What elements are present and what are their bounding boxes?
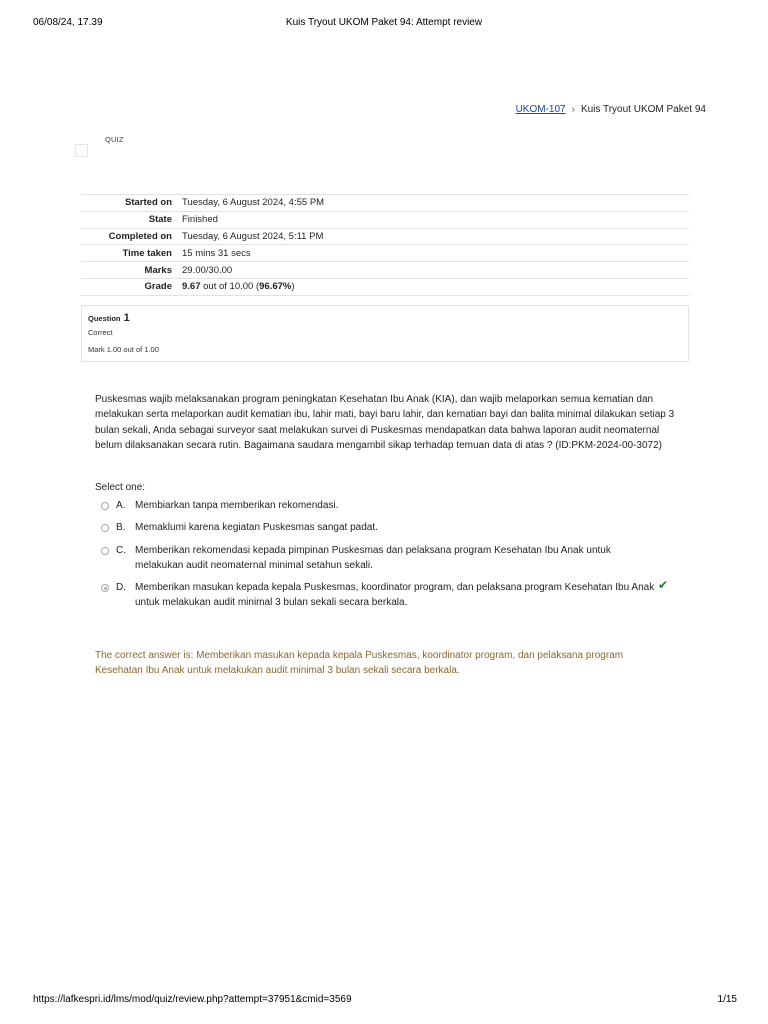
breadcrumb-current: Kuis Tryout UKOM Paket 94 xyxy=(580,104,706,115)
answer-option-d[interactable] xyxy=(98,580,678,611)
question-title xyxy=(88,312,682,324)
answer-text: Memberikan rekomendasi kepada pimpinan Puskesmas dan pelaksana program Kesehatan Ibu Anak untuk melakukan audit neomaternal minimal setahun sekali. xyxy=(135,544,611,571)
summary-label: Time taken xyxy=(122,247,172,259)
answer-letter: D. xyxy=(116,582,126,594)
summary-label: State xyxy=(148,214,172,226)
grade-percent: 96.67% xyxy=(259,281,292,293)
answer-options xyxy=(98,498,678,618)
summary-row-marks xyxy=(81,262,689,279)
print-url: https://lafkespri.id/lms/mod/quiz/review.php?attempt=37951&cmid=3569 xyxy=(33,994,352,1005)
radio-button[interactable] xyxy=(101,524,109,532)
question-grade: Mark 1.00 out of 1.00 xyxy=(88,345,159,354)
summary-row-time xyxy=(81,245,689,262)
summary-label: Completed on xyxy=(108,230,172,242)
radio-button[interactable] xyxy=(101,502,109,510)
print-header xyxy=(0,17,768,31)
summary-row-grade xyxy=(81,278,689,295)
answer-text: Memaklumi karena kegiatan Puskesmas sangat padat. xyxy=(135,522,378,534)
print-datetime: 06/08/24, 17.39 xyxy=(33,17,103,28)
answer-text: Memberikan masukan kepada kepala Puskesmas, koordinator program, dan pelaksana program Kesehatan Ibu Anak untuk melakukan audit minimal 3 bulan sekali secara berkala. xyxy=(135,582,655,609)
answer-text: Membiarkan tanpa memberikan rekomendasi. xyxy=(135,500,339,511)
grade-close: ) xyxy=(291,281,295,293)
breadcrumb-course-link[interactable]: UKOM-107 xyxy=(515,104,566,115)
select-one-prompt: Select one: xyxy=(95,482,146,493)
summary-value: 15 mins 31 secs xyxy=(182,247,251,259)
answer-option-c[interactable] xyxy=(98,543,678,574)
question-number: 1 xyxy=(123,312,130,324)
print-page-number: 1/15 xyxy=(717,994,737,1005)
radio-button-selected[interactable] xyxy=(101,584,109,592)
print-footer xyxy=(0,994,768,1008)
answer-letter: C. xyxy=(116,544,126,556)
summary-label: Marks xyxy=(144,264,172,276)
summary-value xyxy=(181,278,689,295)
activity-type-label: QUIZ xyxy=(105,135,124,144)
question-state: Correct xyxy=(88,328,113,337)
summary-value: Finished xyxy=(182,214,218,226)
question-label: Question xyxy=(88,314,121,323)
correct-answer-feedback: The correct answer is: Memberikan masukan kepada kepala Puskesmas, koordinator program, dan pelaksana program Kesehatan Ibu Anak untuk melakukan audit minimal 3 bulan sekali secara berkala. xyxy=(95,650,624,677)
summary-label: Started on xyxy=(125,197,172,209)
question-text: Puskesmas wajib melaksanakan program peningkatan Kesehatan Ibu Anak (KIA), dan wajib melaporkan semua kematian dan melakukan serta melaporkan audit kematian ibu, lahir mati, bayi baru lahir, dan kematian bayi dan balita minimal dilakukan setiap 3 bulan sekali, Anda sebagai surveyor saat melakukan survei di Puskesmas mendapatkan data bahwa laporan audit neomaternal belum dilaksanakan secara rutin. Bagaimana saudara mengambil sikap terhadap temuan data di atas ? (ID:PKM-2024-00-3072) xyxy=(95,394,675,451)
quiz-icon xyxy=(75,144,88,157)
answer-letter: B. xyxy=(116,522,126,534)
summary-label: Grade xyxy=(144,281,172,293)
check-icon: ✔ xyxy=(658,578,669,593)
summary-row-started xyxy=(81,195,689,212)
radio-button[interactable] xyxy=(101,547,109,555)
chevron-right-icon: › xyxy=(571,104,575,115)
summary-value: Tuesday, 6 August 2024, 5:11 PM xyxy=(182,230,324,242)
print-page-title: Kuis Tryout UKOM Paket 94: Attempt review xyxy=(285,17,483,28)
grade-out-of: out of 10.00 ( xyxy=(200,281,260,293)
summary-value: Tuesday, 6 August 2024, 4:55 PM xyxy=(182,197,325,209)
summary-row-state xyxy=(81,211,689,228)
answer-option-a[interactable] xyxy=(98,498,678,513)
summary-row-completed xyxy=(81,228,689,245)
question-info-panel xyxy=(81,305,689,362)
answer-option-b[interactable] xyxy=(98,520,678,535)
summary-value: 29.00/30.00 xyxy=(182,264,233,276)
grade-score: 9.67 xyxy=(182,281,201,293)
breadcrumb xyxy=(516,104,706,115)
attempt-summary-table xyxy=(81,194,689,296)
answer-letter: A. xyxy=(116,500,126,511)
